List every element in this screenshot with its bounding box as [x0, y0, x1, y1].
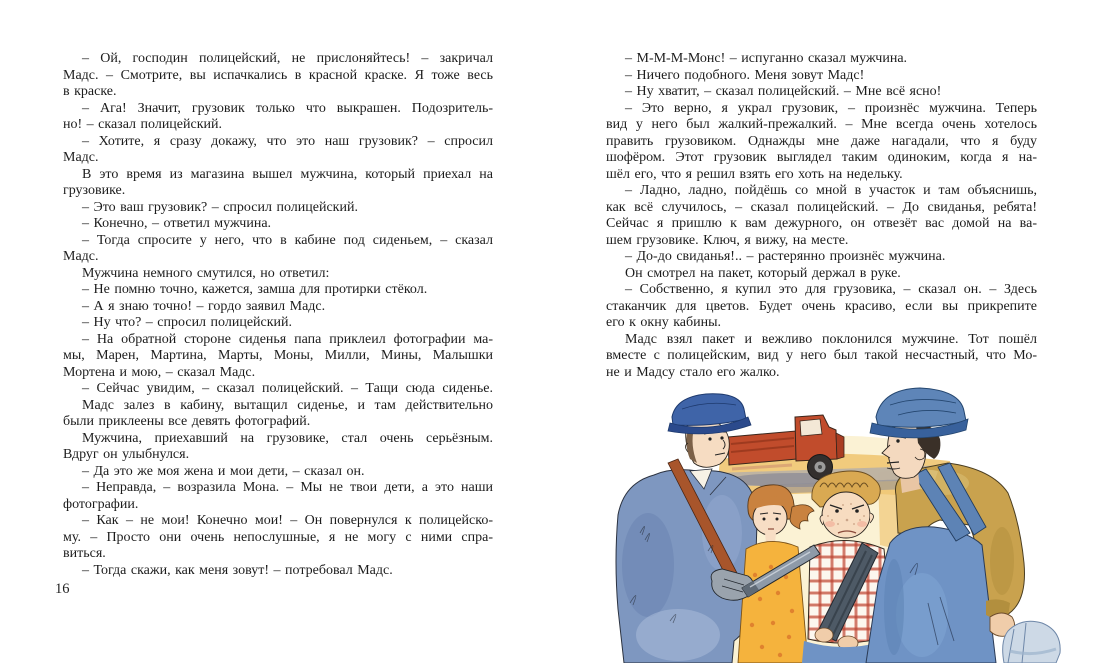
right-page-text: [606, 51, 1037, 381]
text-line: – Это ваш грузовик? – спросил полицейский.: [82, 199, 358, 215]
text-line: шёл его, что я решил взять его хоть на недельку.: [606, 166, 903, 182]
text-line: – Конечно, – ответил мужчина.: [82, 216, 272, 231]
text-line: – Это верно, я украл грузовик, – произнёс мужчина. Теперь: [625, 100, 1037, 116]
text-line: – Ага! Значит, грузовик только что выкрашен. Подозритель-: [82, 100, 493, 116]
text-line: фотографии.: [63, 496, 139, 512]
boy-hand-left: [815, 628, 833, 642]
text-line: Мадс взял пакет и вежливо поклонился мужчине. Тот пошёл: [625, 331, 1037, 347]
text-line: – Ой, господин полицейский, не прислоняйтесь! – закричал: [82, 51, 493, 66]
text-line: Мадс.: [63, 150, 99, 165]
text-line: виться.: [63, 546, 106, 561]
text-line: – На обратной стороне сиденья папа приклеил фотографии ма-: [82, 331, 493, 347]
text-line: но! – сказал полицейский.: [63, 117, 223, 132]
police-cap-crown: [672, 394, 746, 426]
text-line: – Тогда спросите у него, что в кабине под сиденьем, – сказал: [82, 232, 493, 248]
text-line: Вдруг он улыбнулся.: [63, 447, 190, 462]
text-line: как всё случилось, – сказал полицейский. – До свиданья, ребята!: [606, 199, 1037, 215]
text-line: – М-М-М-Монс! – испуганно сказал мужчина.: [625, 51, 908, 66]
text-line: в краске.: [63, 84, 117, 99]
text-line: – Да это же моя жена и мои дети, – сказал он.: [82, 463, 365, 479]
text-line: – Сейчас увидим, – сказал полицейский. – Тащи сюда сиденье.: [82, 381, 493, 396]
text-line: шем грузовике. Ключ, я вижу, на месте.: [606, 232, 849, 248]
text-line: – А я знаю точно! – гордо заявил Мадс.: [82, 298, 326, 314]
policeman-eye-left: [708, 437, 711, 440]
text-line: – Ничего подобного. Меня зовут Мадс!: [625, 67, 865, 83]
text-line: Мадс.: [63, 249, 99, 264]
text-line: – Хотите, я сразу докажу, что это наш грузовик? – спросил: [82, 133, 493, 149]
text-line: были приклеены все девять фотографий.: [63, 414, 311, 429]
text-line: грузовике.: [63, 183, 126, 198]
boy-nose: [846, 519, 849, 522]
text-line: – Как – не мои! Конечно мои! – Он повернулся к полицейско-: [82, 513, 493, 528]
text-line: его к окну кабины.: [606, 315, 722, 330]
text-line: Мадс. – Смотрите, вы испачкались в красной краске. Я тоже весь: [63, 67, 493, 83]
text-line: Мадс залез в кабину, вытащил сиденье, и там действительно: [82, 397, 493, 413]
text-line: Мортена и мою, – сказал Мадс.: [63, 364, 256, 380]
truck-window: [800, 419, 822, 436]
text-line: – Ну что? – спросил полицейский.: [82, 315, 293, 330]
page-number: 16: [55, 581, 70, 597]
text-line: – Тогда скажи, как меня зовут! – потребовал Мадс.: [82, 562, 393, 578]
man-cap-crown: [876, 388, 966, 427]
text-line: стаканчик для цветов. Будет очень красиво, если вы прикрепите: [606, 298, 1037, 314]
policeman-figure: [616, 394, 757, 663]
text-line: шофёром. Этот грузовик выглядел таким одиноким, когда я на-: [606, 150, 1037, 165]
text-line: – До-до свиданья!.. – растерянно произнёс мужчина.: [625, 249, 946, 264]
text-line: Сейчас я пришлю к вам дежурного, он отвезёт вас домой на ва-: [606, 216, 1037, 231]
man-eye: [896, 439, 899, 442]
text-line: вместе с полицейским, вид у него был такой несчастный, что Мо-: [606, 348, 1037, 363]
text-line: Мужчина, приехавший на грузовике, стал очень серьёзным.: [82, 430, 493, 446]
policeman-eye-right: [720, 436, 723, 439]
left-page-text: [63, 51, 493, 579]
text-line: править грузовиком. Однажды мне даже нагадали, что я буду: [606, 133, 1037, 149]
story-illustration: [610, 383, 1100, 663]
text-line: мы, Марен, Мартина, Марты, Моны, Милли, Мины, Малышки: [63, 348, 493, 363]
text-line: – Неправда, – возразила Мона. – Мы не твои дети, а это наши: [82, 480, 493, 495]
text-line: Он смотрел на пакет, который держал в руке.: [625, 265, 901, 281]
truck-front: [836, 433, 844, 459]
text-line: Мужчина немного смутился, но ответил:: [82, 265, 330, 281]
text-line: – Ладно, ладно, пойдёшь со мной в участок и там объяснишь,: [625, 183, 1037, 198]
text-line: В это время из магазина вышел мужчина, который приехал на: [82, 166, 493, 182]
text-line: не и Мадсу стало его жалко.: [606, 364, 780, 380]
truck-axle: [818, 465, 822, 469]
text-line: вид у него был жалкий-прежалкий. – Мне всегда очень хотелось: [606, 117, 1037, 132]
text-line: – Не помню точно, кажется, замша для протирки стёкол.: [82, 282, 428, 297]
text-line: – Собственно, я купил это для грузовика, – сказал он. – Здесь: [625, 282, 1037, 297]
text-line: – Ну хватит, – сказал полицейский. – Мне всё ясно!: [625, 84, 942, 99]
text-line: му. – Просто они очень непослушные, я не могу с ними спра-: [63, 529, 493, 545]
